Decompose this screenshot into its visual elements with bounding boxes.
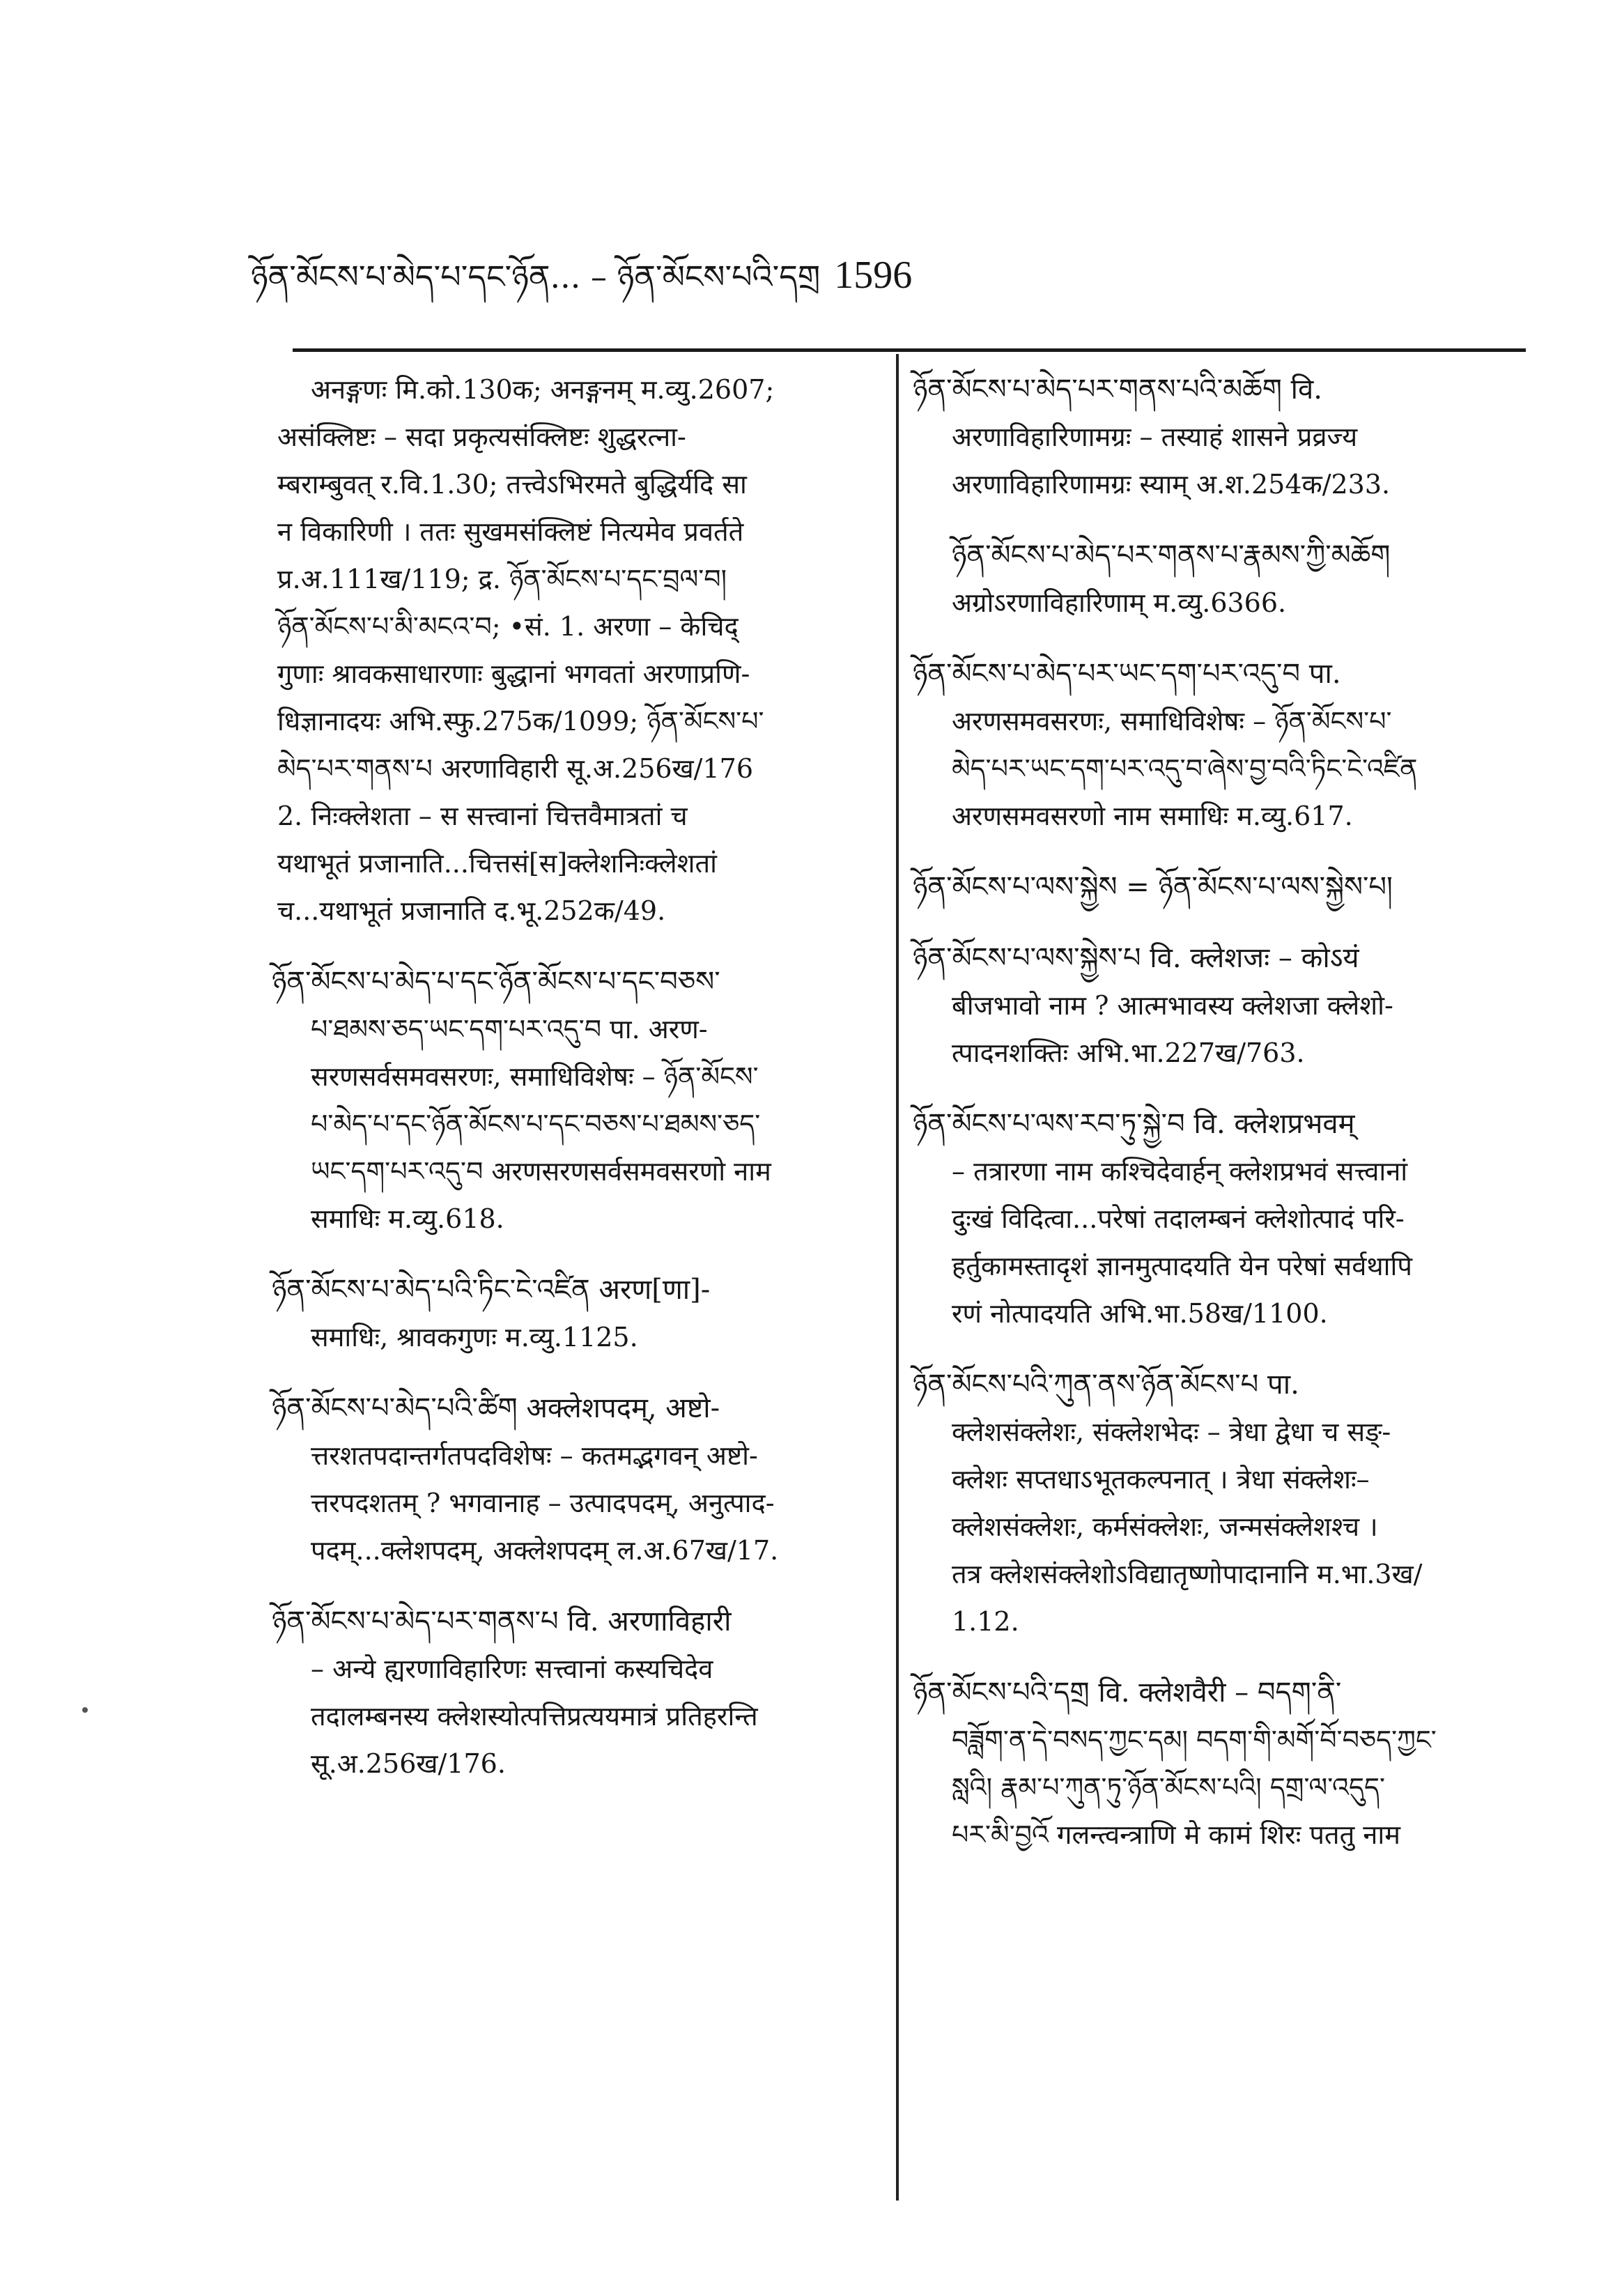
entry-line: ཡང་དག་པར་འདུ་བ अरणसरणसर्वसमवसरणो नाम bbox=[311, 1156, 771, 1187]
entry-line: མེད་པར་ཡང་དག་པར་འདུ་བ་ཞེས་བྱ་བའི་ཏིང་ངེ་འཛིན bbox=[952, 753, 1418, 784]
entry-headword: ཉོན་མོངས་པ་ལས་སྐྱེས་པ वि. क्लेशजः – कोऽयं bbox=[913, 942, 1359, 974]
entry-line: तत्र क्लेशसंक्लेशोऽविद्यातृष्णोपादानानि म.भा.3ख/ bbox=[952, 1559, 1423, 1589]
entry-line: མེད་པར་གནས་པ अरणाविहारी सू.अ.256ख/176 bbox=[277, 753, 754, 784]
entry-line: च...यथाभूतं प्रजानाति द.भू.252क/49. bbox=[277, 895, 666, 926]
entry-line: अरणाविहारिणामग्रः स्याम् अ.श.254क/233. bbox=[952, 469, 1391, 500]
entry-line: अरणाविहारिणामग्रः – तस्याहं शासने प्रव्रज्य bbox=[952, 422, 1358, 452]
entry-line: हर्तुकामस्तादृशं ज्ञानमुत्पादयति येन परेषां सर्वथापि bbox=[952, 1251, 1412, 1281]
dictionary-entry bbox=[272, 1266, 885, 1361]
entry-line: बीजभावो नाम ? आत्मभावस्य क्लेशजा क्लेशो- bbox=[952, 990, 1393, 1021]
entry-line: प्र.अ.111ख/119; द्र. ཉོན་མོངས་པ་དང་བྲལ་བ། bbox=[277, 564, 727, 594]
entry-line: སླའི། རྣམ་པ་ཀུན་ཏུ་ཉོན་མོངས་པའི། དགྲ་ལ་འདུད་ bbox=[952, 1772, 1385, 1803]
entry-line: 1.12. bbox=[952, 1606, 1019, 1637]
entry-line: ཉོན་མོངས་པ་མི་མངའ་བ; •सं. 1. अरणा – केचिद् bbox=[277, 611, 739, 642]
entry-headword: ཉོན་མོངས་པ་མེད་པའི་ཏིང་ངེ་འཛིན अरण[णा]- bbox=[272, 1274, 711, 1306]
header-rule bbox=[293, 348, 1526, 352]
entry-line: त्तरपदशतम् ? भगवानाह – उत्पादपदम्, अनुत्पाद- bbox=[311, 1488, 775, 1518]
entry-line: सू.अ.256ख/176. bbox=[311, 1748, 506, 1779]
dictionary-entry bbox=[272, 1598, 885, 1787]
entry-headword: ཉོན་མོངས་པའི་ཀུན་ནས་ཉོན་མོངས་པ पा. bbox=[913, 1369, 1299, 1401]
entry-headword: ཉོན་མོངས་པ་མེད་པར་གནས་པ་རྣམས་ཀྱི་མཆོག bbox=[952, 539, 1391, 571]
entry-line: यथाभूतं प्रजानाति...चित्तसं[स]क्लेशनिःक्लेशतां bbox=[277, 848, 717, 879]
entry-line: अग्रोऽरणाविहारिणाम् म.व्यु.6366. bbox=[952, 587, 1287, 618]
dictionary-entry bbox=[913, 863, 1526, 911]
dictionary-entry bbox=[913, 934, 1526, 1077]
entry-line: अरणसमवसरणो नाम समाधिः म.व्यु.617. bbox=[952, 801, 1353, 831]
entry-headword: ཉོན་མོངས་པའི་དགྲ वि. क्लेशवैरी – བདག་ནི་ bbox=[913, 1677, 1342, 1709]
entry-line: अनङ्गणः मि.को.130क; अनङ्गनम् म.व्यु.2607; bbox=[311, 374, 775, 405]
entry-line: दुःखं विदित्वा...परेषां तदालम्बनं क्लेशोत्पादं परि- bbox=[952, 1203, 1405, 1234]
entry-line: असंक्लिष्टः – सदा प्रकृत्यसंक्लिष्टः शुद्धरत्ना- bbox=[277, 422, 686, 452]
dictionary-entry bbox=[913, 1100, 1526, 1337]
entry-line: त्तरशतपदान्तर्गतपदविशेषः – कतमद्भगवन् अष्टो- bbox=[311, 1440, 758, 1471]
entry-line: क्लेशः सप्तधाऽभूतकल्पनात् । त्रेधा संक्लेशः– bbox=[952, 1464, 1370, 1495]
scan-speck bbox=[82, 1707, 88, 1713]
entry-headword: ཉོན་མོངས་པ་མེད་པར་ཡང་དག་པར་འདུ་བ पा. bbox=[913, 658, 1341, 690]
entry-line: – तत्रारणा नाम कश्चिदेवार्हन् क्लेशप्रभवं सत्त्वानां bbox=[952, 1156, 1408, 1187]
entry-line: तदालम्बनस्य क्लेशस्योत्पत्तिप्रत्ययमात्रं प्रतिहरन्ति bbox=[311, 1701, 758, 1732]
entry-line: क्लेशसंक्लेशः, संक्लेशभेदः – त्रेधा द्वेधा च सङ्- bbox=[952, 1417, 1391, 1447]
left-column bbox=[272, 366, 885, 1811]
dictionary-entry bbox=[913, 650, 1526, 840]
dictionary-entry bbox=[272, 958, 885, 1242]
entry-line: रणं नोत्पादयति अभि.भा.58ख/1100. bbox=[952, 1298, 1328, 1329]
entry-headword: ཉོན་མོངས་པ་ལས་སྐྱེས = ཉོན་མོངས་པ་ལས་སྐྱེས་པ། bbox=[913, 871, 1393, 903]
dictionary-entry bbox=[272, 366, 885, 934]
dictionary-entry bbox=[913, 366, 1526, 508]
page-number: 1596 bbox=[834, 254, 913, 297]
entry-line: क्लेशसंक्लेशः, कर्मसंक्लेशः, जन्मसंक्लेशश्च । bbox=[952, 1511, 1378, 1542]
entry-line: अरणसमवसरणः, समाधिविशेषः – ཉོན་མོངས་པ་ bbox=[952, 706, 1392, 737]
entry-line: पदम्...क्लेशपदम्, अक्लेशपदम् ल.अ.67ख/17. bbox=[311, 1535, 779, 1566]
entry-headword: ཉོན་མོངས་པ་མེད་པའི་ཚིག अक्लेशपदम्, अष्टो- bbox=[272, 1392, 720, 1424]
dictionary-entry bbox=[272, 1385, 885, 1574]
running-header bbox=[251, 251, 948, 300]
entry-line: 2. निःक्लेशता – स सत्त्वानां चित्तवैमात्रतां च bbox=[277, 801, 688, 831]
entry-line: म्बराम्बुवत् र.वि.1.30; तत्त्वेऽभिरमते बुद्धिर्यदि सा bbox=[277, 469, 747, 500]
entry-line: པ་མེད་པ་དང་ཉོན་མོངས་པ་དང་བཅས་པ་ཐམས་ཅད་ bbox=[311, 1109, 761, 1139]
entry-line: समाधिः, श्रावकगुणः म.व्यु.1125. bbox=[311, 1322, 638, 1353]
entry-line: – अन्ये ह्यरणाविहारिणः सत्त्वानां कस्यचिदेव bbox=[311, 1654, 713, 1684]
entry-line: པར་མི་བྱའོ गलन्त्वन्त्राणि मे कामं शिरः पततु नाम bbox=[952, 1819, 1400, 1850]
entry-line: समाधिः म.व्यु.618. bbox=[311, 1203, 504, 1234]
entry-line: त्पादनशक्तिः अभि.भा.227ख/763. bbox=[952, 1038, 1305, 1068]
dictionary-entry bbox=[913, 1361, 1526, 1645]
right-column bbox=[913, 366, 1526, 1882]
entry-line: न विकारिणी । ततः सुखमसंक्लिष्टं नित्यमेव प्रवर्तते bbox=[277, 516, 744, 547]
entry-headword: ཉོན་མོངས་པ་མེད་པར་གནས་པའི་མཆོག वि. bbox=[913, 373, 1322, 406]
running-head-text: ཉོན་མོངས་པ་མེད་པ་དང་ཉོན... – ཉོན་མོངས་པའི་དགྲ bbox=[251, 258, 821, 295]
entry-line: गुणाः श्रावकसाधारणाः बुद्धानां भगवतां अरणाप्रणि- bbox=[277, 658, 750, 689]
dictionary-entry bbox=[913, 532, 1526, 626]
entry-line: सरणसर्वसमवसरणः, समाधिविशेषः – ཉོན་མོངས་ bbox=[311, 1061, 759, 1092]
entry-headword: ཉོན་མོངས་པ་ལས་རབ་ཏུ་སྐྱེ་བ वि. क्लेशप्रभवम् bbox=[913, 1108, 1355, 1140]
entry-headword: ཉོན་མོངས་པ་མེད་པ་དང་ཉོན་མོངས་པ་དང་བཅས་ bbox=[272, 966, 720, 998]
entry-line: པ་ཐམས་ཅད་ཡང་དག་པར་འདུ་བ पा. अरण- bbox=[311, 1014, 708, 1045]
entry-headword: ཉོན་མོངས་པ་མེད་པར་གནས་པ वि. अरणाविहारी bbox=[272, 1605, 732, 1638]
column-divider bbox=[896, 354, 899, 2201]
entry-line: धिज्ञानादयः अभि.स्फु.275क/1099; ཉོན་མོངས་པ་ bbox=[277, 706, 764, 737]
dictionary-entry bbox=[913, 1669, 1526, 1858]
entry-line: བཟློག་ན་དེ་བསད་ཀྱང་དམ། བདག་གི་མགོ་བོ་བཅད་ཀྱང་ bbox=[952, 1725, 1437, 1755]
